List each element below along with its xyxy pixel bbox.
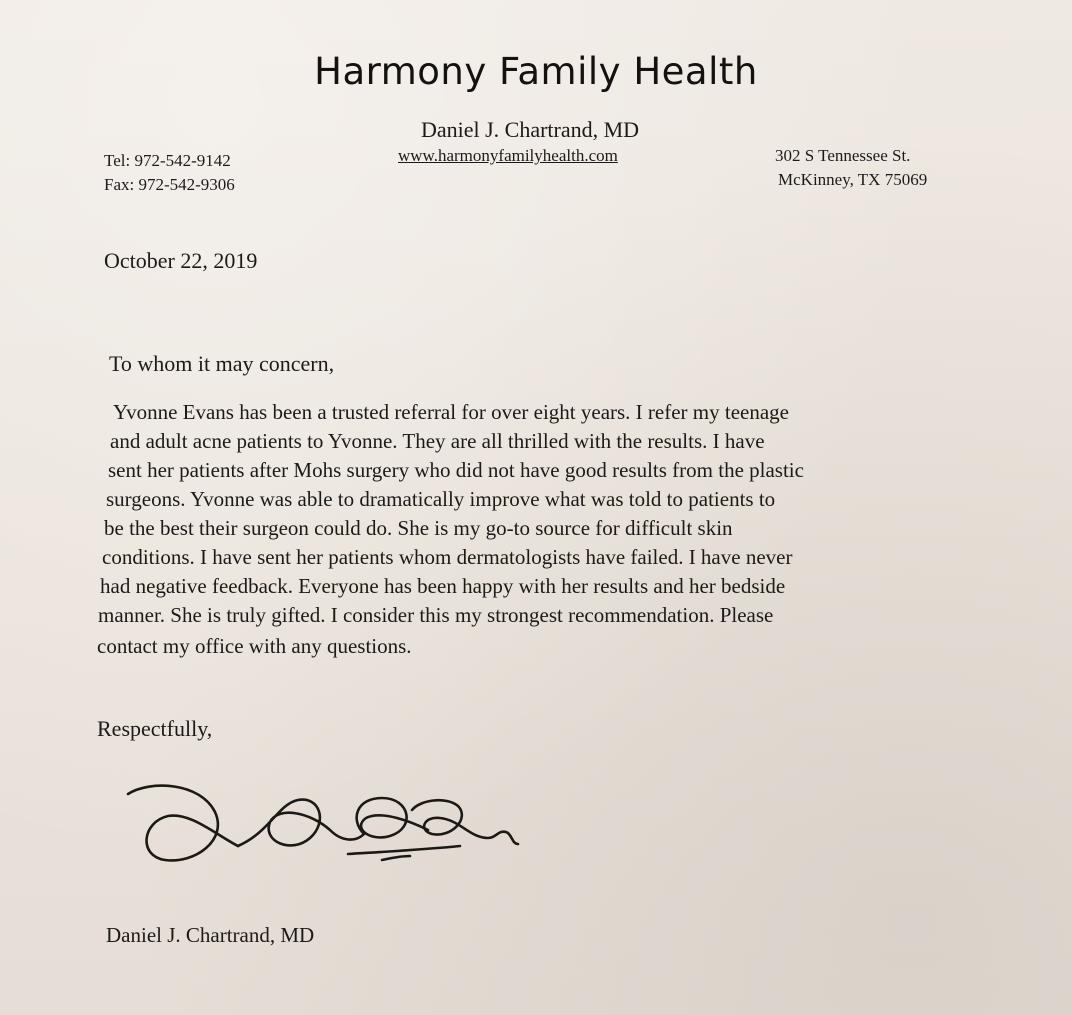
contact-numbers [104, 149, 235, 197]
letter-date: October 22, 2019 [104, 248, 258, 273]
body-line: sent her patients after Mohs surgery who did not have good results from the plastic [108, 458, 804, 482]
address-line-2: McKinney, TX 75069 [778, 170, 928, 189]
body-line: surgeons. Yvonne was able to dramatically improve what was told to patients to [106, 487, 776, 511]
practice-name: Harmony Family Health [314, 50, 758, 93]
fax-number: Fax: 972-542-9306 [104, 175, 235, 194]
tel-number: Tel: 972-542-9142 [104, 151, 231, 170]
body-line: contact my office with any questions. [97, 634, 412, 658]
address-line-1: 302 S Tennessee St. [775, 146, 911, 165]
website-link[interactable]: www.harmonyfamilyhealth.com [398, 146, 618, 165]
body-line: manner. She is truly gifted. I consider this my strongest recommendation. Please [98, 603, 774, 627]
body-line: Yvonne Evans has been a trusted referral for over eight years. I refer my teenage [113, 400, 789, 424]
address-block [775, 144, 927, 192]
body-line: had negative feedback. Everyone has been happy with her results and her bedside [100, 574, 786, 598]
greeting: To whom it may concern, [109, 351, 335, 376]
handwritten-signature [120, 772, 530, 872]
body-line: be the best their surgeon could do. She is my go-to source for difficult skin [104, 516, 733, 540]
body-line: and adult acne patients to Yvonne. They are all thrilled with the results. I have [110, 429, 765, 453]
body-line: conditions. I have sent her patients whom dermatologists have failed. I have never [102, 545, 793, 569]
closing: Respectfully, [97, 716, 213, 741]
signer-name: Daniel J. Chartrand, MD [106, 923, 315, 947]
letterhead-doctor-name: Daniel J. Chartrand, MD [420, 117, 640, 142]
